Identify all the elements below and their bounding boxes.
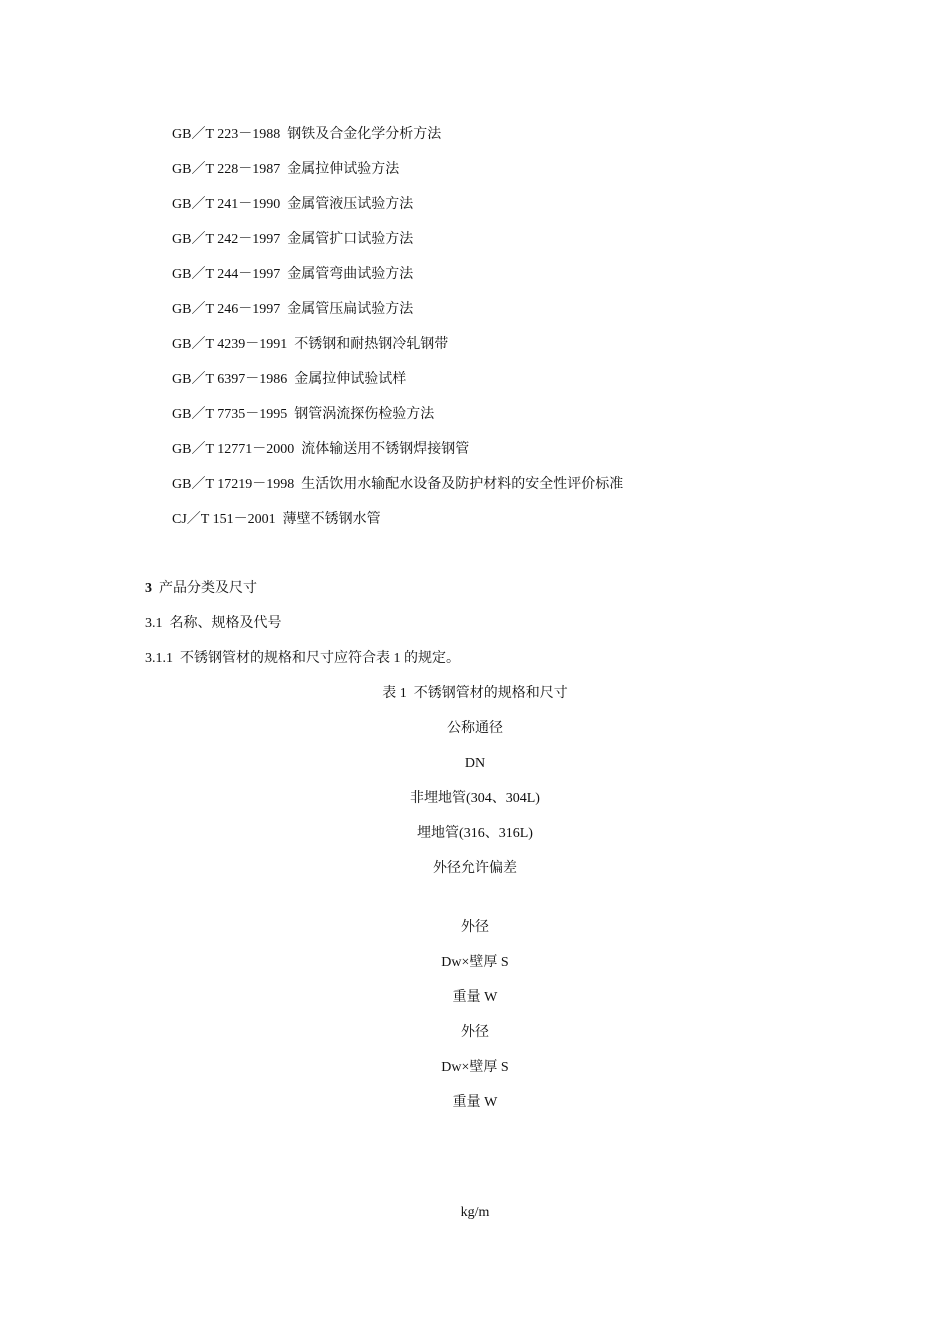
reference-item [172, 406, 434, 424]
reference-title: 金属管液压试验方法 [287, 197, 414, 212]
reference-code: GB／T 7735－1995 [172, 407, 288, 422]
section-title: 产品分类及尺寸 [159, 581, 257, 596]
section-heading-3-1 [145, 615, 282, 633]
section-title: 名称、规格及代号 [169, 616, 282, 631]
table-header-cell: 重量 W [452, 990, 498, 1005]
reference-code: GB／T 223－1988 [172, 127, 281, 142]
reference-code: GB／T 246－1997 [172, 302, 281, 317]
reference-code: GB／T 241－1990 [172, 197, 281, 212]
reference-item [172, 231, 413, 249]
table-caption-title: 不锈钢管材的规格和尺寸 [413, 686, 568, 701]
reference-title: 金属拉伸试验方法 [287, 162, 400, 177]
section-heading-3 [145, 580, 257, 598]
reference-title: 金属管扩口试验方法 [287, 232, 414, 247]
reference-title: 流体输送用不锈钢焊接钢管 [301, 442, 470, 457]
reference-item [172, 336, 448, 354]
reference-code: GB／T 6397－1986 [172, 372, 288, 387]
reference-title: 钢铁及合金化学分析方法 [287, 127, 442, 142]
reference-item [172, 371, 406, 389]
reference-code: GB／T 242－1997 [172, 232, 281, 247]
table-header-cell: DN [464, 756, 486, 771]
section-number: 3.1 [145, 616, 163, 631]
reference-title: 薄壁不锈钢水管 [282, 512, 381, 527]
reference-title: 生活饮用水输配水设备及防护材料的安全性评价标准 [301, 477, 624, 492]
reference-code: GB／T 17219－1998 [172, 477, 295, 492]
table-header-cell: 外径允许偏差 [433, 861, 517, 876]
table-header-cell: 公称通径 [447, 721, 503, 736]
reference-item [172, 126, 441, 144]
table-header-cell: Dw×壁厚 S [441, 955, 509, 970]
reference-item [172, 441, 469, 459]
reference-item [172, 266, 413, 284]
reference-item [172, 511, 381, 529]
reference-item [172, 301, 413, 319]
section-number: 3.1.1 [145, 651, 173, 666]
table-header-cell: 外径 [461, 920, 489, 935]
section-number: 3 [145, 581, 152, 596]
reference-title: 金属拉伸试验试样 [294, 372, 407, 387]
table-caption [0, 685, 950, 703]
reference-code: GB／T 244－1997 [172, 267, 281, 282]
reference-item [172, 476, 623, 494]
reference-title: 钢管涡流探伤检验方法 [294, 407, 435, 422]
table-header-cell: Dw×壁厚 S [441, 1060, 509, 1075]
table-header-cell: 重量 W [452, 1095, 498, 1110]
table-header-cell: 埋地管(316、316L) [417, 826, 533, 841]
table-caption-number: 表 1 [382, 686, 407, 701]
reference-item [172, 161, 399, 179]
reference-title: 金属管压扁试验方法 [287, 302, 414, 317]
table-header-cell: 外径 [461, 1025, 489, 1040]
reference-code: GB／T 12771－2000 [172, 442, 295, 457]
table-header-cell: 非埋地管(304、304L) [410, 791, 540, 806]
section-text: 不锈钢管材的规格和尺寸应符合表 1 的规定。 [180, 651, 460, 666]
reference-title: 不锈钢和耐热钢冷轧钢带 [294, 337, 449, 352]
section-paragraph-3-1-1 [145, 650, 460, 668]
reference-code: GB／T 4239－1991 [172, 337, 288, 352]
reference-code: GB／T 228－1987 [172, 162, 281, 177]
reference-item [172, 196, 413, 214]
reference-code: CJ／T 151－2001 [172, 512, 276, 527]
table-header-cell: kg/m [460, 1205, 490, 1220]
reference-title: 金属管弯曲试验方法 [287, 267, 414, 282]
